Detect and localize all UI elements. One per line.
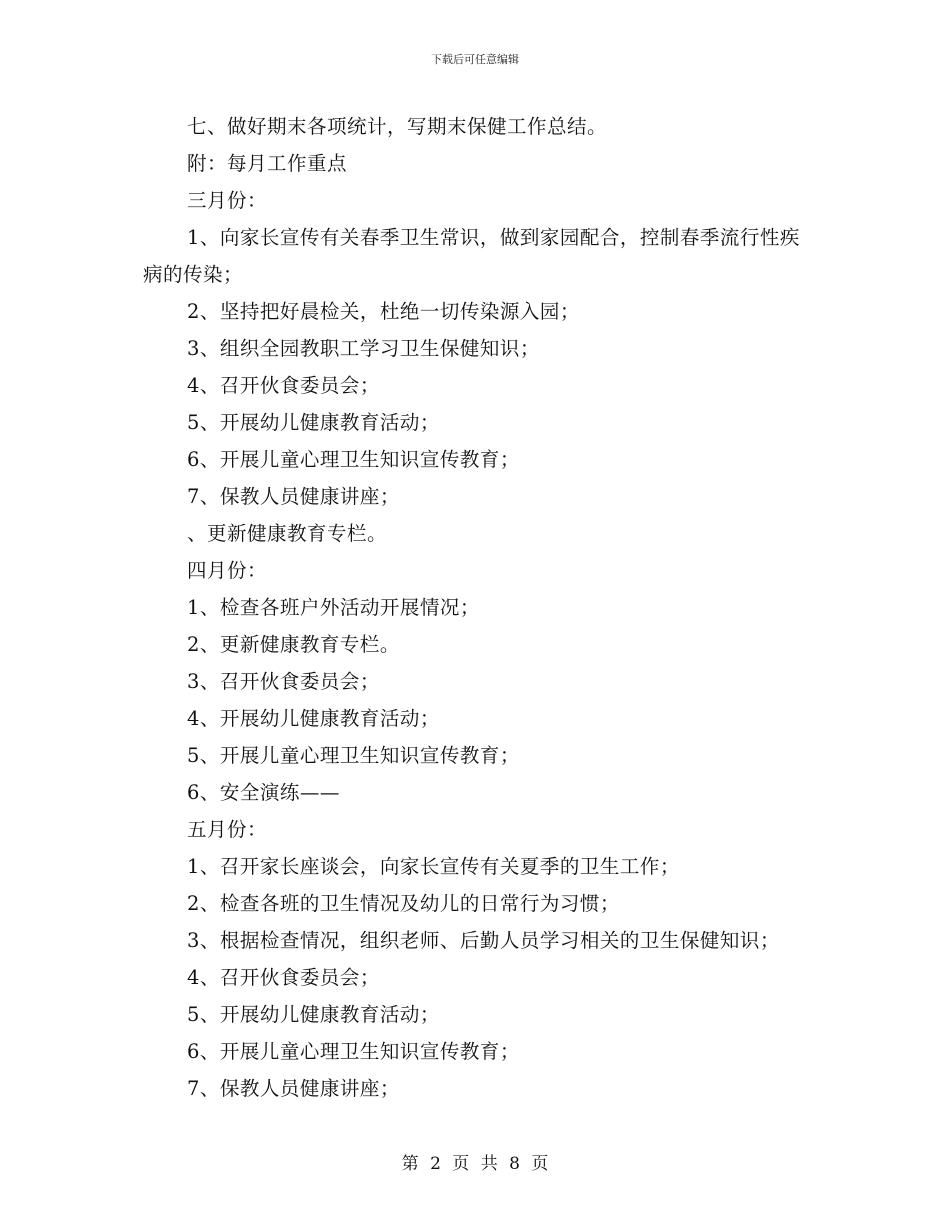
section-heading-april: 四月份： [187, 559, 268, 582]
list-item: 1、检查各班户外活动开展情况； [187, 596, 480, 619]
page-header: 下载后可任意编辑 [431, 53, 519, 66]
list-item: 5、开展幼儿健康教育活动； [187, 411, 440, 434]
document-body [143, 108, 813, 1107]
list-item: 6、开展儿童心理卫生知识宣传教育； [187, 448, 520, 471]
list-item: 7、保教人员健康讲座； [187, 485, 400, 508]
list-item: 4、开展幼儿健康教育活动； [187, 707, 440, 730]
list-item: 7、保教人员健康讲座； [187, 1077, 400, 1100]
list-item: 1、向家长宣传有关春季卫生常识，做到家园配合，控制春季流行性疾病的传染； [143, 226, 800, 286]
list-item: 5、开展幼儿健康教育活动； [187, 1003, 440, 1026]
list-item: 3、召开伙食委员会； [187, 670, 380, 693]
paragraph: 七、做好期末各项统计，写期末保健工作总结。 [187, 115, 608, 138]
list-item: 6、开展儿童心理卫生知识宣传教育； [187, 1040, 520, 1063]
page-footer: 第 2 页 共 8 页 [401, 1154, 549, 1174]
list-item: 、更新健康教育专栏。 [187, 522, 388, 545]
list-item: 6、安全演练—— [187, 781, 340, 804]
section-heading-may: 五月份： [187, 818, 268, 841]
section-heading-march: 三月份： [187, 189, 268, 212]
list-item: 2、更新健康教育专栏。 [187, 633, 400, 656]
list-item: 5、开展儿童心理卫生知识宣传教育； [187, 744, 520, 767]
list-item: 3、组织全园教职工学习卫生保健知识； [187, 337, 540, 360]
list-item: 2、检查各班的卫生情况及幼儿的日常行为习惯； [187, 892, 620, 915]
list-item: 4、召开伙食委员会； [187, 374, 380, 397]
list-item: 1、召开家长座谈会，向家长宣传有关夏季的卫生工作； [187, 855, 680, 878]
list-item: 3、根据检查情况，组织老师、后勤人员学习相关的卫生保健知识； [187, 929, 780, 952]
list-item: 2、坚持把好晨检关，杜绝一切传染源入园； [187, 300, 580, 323]
list-item: 4、召开伙食委员会； [187, 966, 380, 989]
paragraph: 附：每月工作重点 [187, 152, 348, 175]
